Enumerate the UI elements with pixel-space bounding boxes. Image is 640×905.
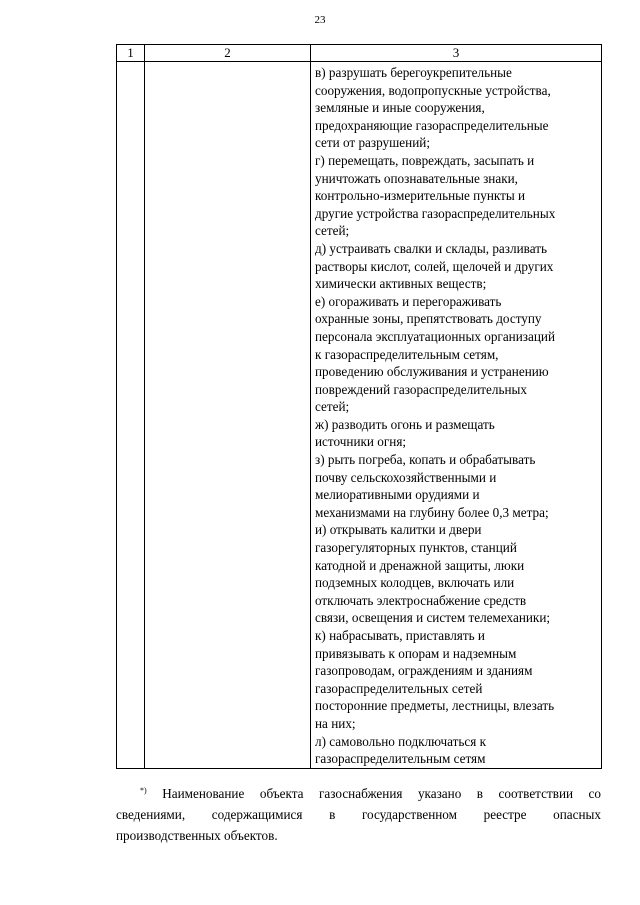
table-cell-col1: [117, 62, 145, 769]
text-line: растворы кислот, солей, щелочей и других: [315, 258, 554, 274]
text-line: ж) разводить огонь и размещать: [315, 416, 495, 432]
column-header-3: 3: [311, 45, 602, 62]
text-line: з) рыть погреба, копать и обрабатывать: [315, 452, 536, 468]
text-line: д) устраивать свалки и склады, разливать: [315, 240, 547, 256]
text-line: сети от разрушений;: [315, 135, 430, 151]
text-line: химически активных веществ;: [315, 276, 487, 292]
footnote-line-1: [116, 783, 601, 804]
text-line: проведению обслуживания и устранению: [315, 364, 549, 380]
footnote: [116, 783, 601, 846]
text-line: уничтожать опознавательные знаки,: [315, 170, 518, 186]
table-row: [117, 62, 602, 769]
text-line: предохраняющие газораспределительные: [315, 117, 549, 133]
text-line: и) открывать калитки и двери: [315, 522, 482, 538]
text-line: газораспределительных сетей: [315, 680, 483, 696]
text-line: привязывать к опорам и надземным: [315, 645, 517, 661]
text-line: охранные зоны, препятствовать доступу: [315, 311, 542, 327]
text-line: сетей;: [315, 399, 350, 415]
text-line: сетей;: [315, 223, 350, 239]
page-number: 23: [314, 14, 326, 26]
text-line: связи, освещения и систем телемеханики;: [315, 610, 551, 626]
footnote-line-2: сведениями, содержащимися в государственном реестре опасных: [116, 807, 601, 822]
text-line: сооружения, водопропускные устройства,: [315, 82, 551, 98]
text-line: катодной и дренажной защиты, люки: [315, 557, 525, 573]
text-line: почву сельскохозяйственными и: [315, 469, 497, 485]
text-line: подземных колодцев, включать или: [315, 575, 515, 591]
text-line: газораспределительным сетям: [315, 751, 486, 767]
footnote-marker: *): [140, 786, 147, 795]
footnote-text-1: Наименование объекта газоснабжения указано в соответствии со: [162, 786, 602, 801]
table-cell-col3: [311, 62, 602, 769]
text-line: контрольно-измерительные пункты и: [315, 188, 526, 204]
text-line: повреждений газораспределительных: [315, 381, 528, 397]
text-line: источники огня;: [315, 434, 407, 450]
prohibitions-list: [311, 62, 601, 768]
text-line: к) набрасывать, приставлять и: [315, 628, 485, 643]
text-line: отключать электроснабжение средств: [315, 592, 527, 608]
text-line: посторонние предметы, лестницы, влезать: [315, 698, 555, 714]
text-line: земляные и иные сооружения,: [315, 100, 485, 116]
table-cell-col2: [145, 62, 311, 769]
table-header-row: [117, 45, 602, 62]
column-header-2: 2: [145, 45, 311, 62]
text-line: л) самовольно подключаться к: [315, 733, 487, 749]
text-line: газорегуляторных пунктов, станций: [315, 540, 517, 556]
text-line: другие устройства газораспределительных: [315, 205, 556, 221]
text-line: газопроводам, ограждениям и зданиям: [315, 663, 533, 679]
text-line: на них;: [315, 715, 356, 731]
column-header-1: 1: [117, 45, 145, 62]
text-line: к газораспределительным сетям,: [315, 346, 499, 362]
footnote-line-3: производственных объектов.: [116, 828, 278, 843]
requirements-table: [116, 44, 602, 769]
text-line: мелиоративными орудиями и: [315, 487, 480, 503]
text-line: персонала эксплуатационных организаций: [315, 328, 556, 344]
text-line: механизмами на глубину более 0,3 метра;: [315, 504, 549, 520]
text-line: г) перемещать, повреждать, засыпать и: [315, 152, 535, 168]
text-line: е) огораживать и перегораживать: [315, 293, 502, 309]
text-line: в) разрушать берегоукрепительные: [315, 65, 512, 80]
